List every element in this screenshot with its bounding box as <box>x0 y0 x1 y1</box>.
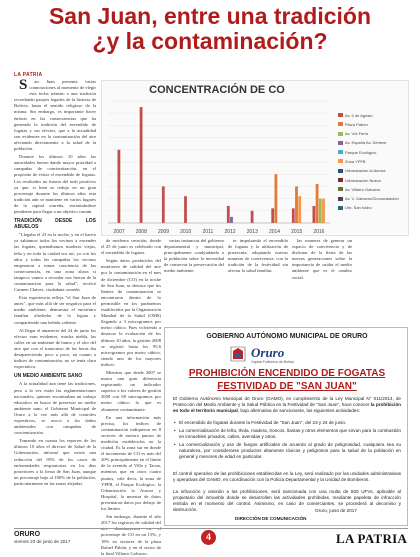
section-kicker: LA PATRIA <box>14 72 43 78</box>
notice-control: El control operativo de las prohibiciones establecidas en la Ley, será realizado por las unidades administrativas y operativas del GAMO, en coordinación con la Policía Departamental y la Unidad de Bomberos. <box>173 471 401 482</box>
legend-swatch <box>338 178 343 182</box>
notice-intro: El Gobierno Autónomo Municipal de Oruro (GAMO), en cumplimiento de la Ley Municipal N° 011/2014, de Protección del Medio Ambiente y la Salud Pública en la Festividad de "San Juan", hace conocer la prohibición en todo el territorio municipal, bajo alternativa de sancionarse, las siguientes actividades: <box>173 396 401 413</box>
bar-2014-0 <box>271 208 274 223</box>
drop-cap: S <box>19 77 28 93</box>
svg-text:Capital Folklórica de Bolivia: Capital Folklórica de Bolivia <box>251 360 294 364</box>
chart-plot <box>102 97 334 237</box>
bar-2015-1 <box>295 186 298 223</box>
article-column-3 <box>164 238 224 324</box>
legend-item <box>338 148 408 156</box>
legend-swatch <box>338 197 343 201</box>
article-paragraph: las maneras de generar un espacio de convivencia y de disfrutar de la fiesta de las nuevas generaciones sobre la importancia de cuidar el medio ambiente que es el cambio social. <box>292 238 352 280</box>
legend-item <box>338 167 408 175</box>
legend-item <box>338 139 408 147</box>
bar-2016-5 <box>322 199 325 223</box>
legend-swatch <box>338 187 343 191</box>
prohibition-item: • La comercialización de leña, thola, madera, troncos, llantas y otros elementos que sirvan para la combustión en inmuebles privados, calles, avenidas y otros. <box>173 428 401 440</box>
x-tick-label: 2007 <box>113 229 125 235</box>
legend-item <box>338 176 408 184</box>
x-tick-label: 2008 <box>135 229 147 235</box>
article-column-1 <box>14 79 96 527</box>
legend-item <box>338 204 408 212</box>
legend-label: Plaza Pabón <box>345 121 368 127</box>
co-concentration-chart <box>101 80 409 236</box>
legend-label: Av. España Av. Dehene <box>345 140 387 146</box>
notice-prohibitions <box>173 420 401 462</box>
bar-2013-0 <box>251 211 254 223</box>
chart-legend <box>338 111 408 213</box>
bar-2016-1 <box>316 184 319 223</box>
article-column-2 <box>101 238 161 556</box>
legend-label: Av. V. Galvarro/Circunvalación <box>345 196 399 202</box>
article-paragraph: Durante los últimos 10 años las autoridades fueron dando mayor prioridad a campañas de concientización, en el propósito de evitar el encendido de fogatas. Los resultados no fueron del todo positivos ya que, si bien se redujo en un gran porcentaje durante los últimos años esta tradición aún se mantiene en varios lugares de la capital orureña, encontrándose pendiente para llegar a un objetivo común. <box>14 154 96 214</box>
headline-line-2: ¿y la contaminación? <box>92 28 328 54</box>
municipal-notice <box>164 327 408 526</box>
legend-swatch <box>338 150 343 154</box>
svg-text:Oruro: Oruro <box>251 345 285 360</box>
article-column-4 <box>228 238 288 324</box>
article-paragraph: Al llegar el amanecer del 24 de junio los efectos eran evidentes, mucha niebla, las calles en un ambiente de humo y el olor del aire que con el transcurso de las horas iba desapareciendo poco a poco, en cuanto a índices de contaminación, no se tenía clara expectativa. <box>14 327 96 370</box>
legend-swatch <box>338 113 343 117</box>
page-number: 4 <box>201 530 216 545</box>
footer-date: viernes 23 de junio de 2017 <box>14 539 71 544</box>
legend-item <box>338 120 408 128</box>
notice-signature: DIRECCIÓN DE COMUNICACIÓN <box>235 516 307 521</box>
legend-label: Av. Villarro Galvarro <box>345 186 381 192</box>
newspaper-brand: LA PATRIA <box>336 531 408 546</box>
x-tick-label: 2012 <box>224 229 236 235</box>
bar-2016-2 <box>319 199 322 223</box>
article-paragraph: de moderna creación, donde el 25 de junio es celebrado con el encendido de fogatas. <box>101 238 161 256</box>
bar-2007-0 <box>118 150 121 223</box>
legend-label: Zona YPFB <box>345 158 366 164</box>
prohibition-item: • El encendido de fogatas durante la Festividad de "San Juan", del 23 y 24 de junio. <box>173 420 401 426</box>
footer-divider <box>14 528 408 529</box>
notice-sanction: La infracción y omisión a las prohibiciones, será sancionada con una multa de 500 UFVs, aplicable al propietario del inmueble donde se desarrollen las actividades prohibidas, mediante papeleta de infracción emitida en el momento del control. Asimismo, en caso de comerciantes, se procederá al decomiso y destrucción. <box>173 489 401 512</box>
bar-2015-5 <box>298 196 301 223</box>
bar-2009-0 <box>162 186 165 223</box>
headline <box>0 4 420 54</box>
prohibition-item: • La comercialización y uso de fuegos artificiales de acuerdo al grado de peligrosidad, cualquiera sea su naturaleza, por considerarse productos altamente tóxicos y peligrosos para la salud de la población en general y menores de edad en particular. <box>173 442 401 460</box>
article-paragraph: En una información más precisa, los índices de contaminación indiqueron en 8 sectores de nuestro puntos de medición establecidos en la ciudad. Es la zona sur en donde el incremento de CO es más del 20% principalmente en el límite de la avenida al Villa y Tacna, mientras que en otros cuatro puntos, vale decir, la zona de YPFB, el Parque Ecológico, la Urbanización la Aurora y Hospital, la muestra de datos presentaron datos por debajo de los límites. <box>101 414 161 512</box>
notice-organization: GOBIERNO AUTÓNOMO MUNICIPAL DE ORURO <box>206 333 368 340</box>
x-tick-label: 2015 <box>291 229 303 235</box>
legend-swatch <box>338 206 343 210</box>
bar-2012-3 <box>230 217 233 223</box>
x-tick-label: 2016 <box>313 229 325 235</box>
article-paragraph: Mientras que desde 2007 se marca una gran diferencia registrando un indicador superior a los valores de gestión 2008 con 60 microgramos por metro cúbico lo que es altamente contaminante. <box>101 369 161 412</box>
legend-swatch <box>338 141 343 145</box>
bar-2014-1 <box>275 174 278 223</box>
x-tick-label: 2013 <box>246 229 258 235</box>
municipal-logo <box>223 343 351 365</box>
headline-line-1: San Juan, entre una tradición <box>48 3 372 29</box>
bar-2015-0 <box>292 208 295 223</box>
x-tick-label: 2010 <box>180 229 192 235</box>
legend-swatch <box>338 169 343 173</box>
notice-title-2: FESTIVIDAD DE "SAN JUAN" <box>217 381 357 392</box>
legend-label: Parque Ecológico <box>345 149 377 155</box>
legend-item <box>338 111 408 119</box>
legend-item <box>338 130 408 138</box>
legend-item <box>338 157 408 165</box>
bar-2012-0 <box>227 206 230 223</box>
legend-label: Av. 6 de Agosto <box>345 112 373 118</box>
legend-label: Urb. San Isidro <box>345 205 372 211</box>
x-tick-label: 2011 <box>202 229 214 235</box>
footer-edition: ORURO <box>14 531 41 538</box>
article-paragraph: Según datos producidos del monitoreo de calidad del aire por la contaminación en el mes de diciembre (CO) en la noche de San Juan, se destaca que los límites de contaminación se encontraron dentro de lo permisible en los parámetros establecidos por la Organización Mundial de la Salud (OMS) llegando a 3 microgramos por metro cúbico. Pues volviendo a destacar la evaluación de los últimos 10 años, la gestión 2008 se registró hasta los 95.6 microgramos por metro cúbico, siendo uno de los mayores índices. <box>101 258 161 367</box>
article-paragraph: Sin embargo, durante el año 2017 los registros de calidad del porcentaje de CO en un 15%, y 18% en sectores de la plaza Rafael Pabón, y en el sector de la final Villarro Galvarro. <box>101 514 161 556</box>
legend-swatch <box>338 132 343 136</box>
article-subheading: UN MEDIO AMBIENTE SANO <box>14 373 83 380</box>
x-tick-label: 2014 <box>268 229 281 235</box>
article-paragraph: "Llegaba el 23 en la noche, y en el barrio ya sabíamos todos los vecinos a encender las fogatas, quemábamos maderas viejas, leña y en toda la ciudad era así, ya con los años y todas las campañas los vecinos empezaron a tomar conciencia de las consecuencias, en una zona ahora si tampoco vamos a recordar nos fueron de la contaminación para la salud", recalcó Carmen Chávez, ciudadana orureña. <box>14 232 96 293</box>
notice-date: Oruro, junio de 2017 <box>315 508 357 513</box>
article-paragraph: Esta experiencia refleja "el San Juan de antes", que más allá de ser negativa para el medio ambiente, demuestra el encuentro familiar alrededor de la fogata y compartiendo una bebida caliente. <box>14 295 96 325</box>
legend-label: Urbanización Nuevo <box>345 177 382 183</box>
x-tick-label: 2009 <box>157 229 170 235</box>
bar-2016-0 <box>313 206 316 223</box>
article-paragraph: S an Juan presenta varias connotaciones al momento de elegir esta fecha tránsito a una tradición recordando pasajes legados de la historia de Bolivia, hasta el sentido religioso de la misma. Sin embargo, es importante hacer énfasis en las consecuencias que ha generado la tradición del encendido de fogatas y sus efectos, que a la actualidad son evidentes en la contaminación del aire afectando directamente a la salud de la población. <box>14 77 96 152</box>
notice-title-1: PROHIBICIÓN ENCENDIDO DE FOGATAS <box>188 368 386 379</box>
bar-2010-0 <box>184 196 187 223</box>
article-paragraph: varias instancias del gobierno departamental y municipal, principalmente coadyudando a la población sobre la necesidad de conservar la preservación del medio ambiente. <box>164 238 224 274</box>
article-paragraph: A la actualidad aun tiene las tradiciones, pero a la vez están las reglamentaciones nacionales, quienes encontraban un trabajo educativo en busca de preservar un medio ambiente sano, el Gobierno Municipal de Oruro a la vez más allá de controles expositivos, se avocó a los daños ambientales con campañas de concientización. <box>14 381 96 436</box>
article-paragraph: te, impulsando el encendido de fogatas y la utilización de pirotecnia, adoptando nuevas maneras de convivencia, con la tradición de la festividad sin afectar la salud familiar. <box>228 238 288 274</box>
bar-2008-0 <box>140 107 143 223</box>
legend-swatch <box>338 122 343 126</box>
legend-label: Av. Vía Ferro <box>345 131 369 137</box>
legend-item <box>338 185 408 193</box>
legend-swatch <box>338 159 343 163</box>
article-paragraph: Tomando en cuenta los reportes de los últimos 10 años el director de Salud de la Gobernación, informó que existe una reducción del 95% de los casos de enfermedades respiratorias en los días posteriores a la fiesta de San Juan, aunque un porcentaje bajo al 100% de la población, particularmente en las zonas alejadas. <box>14 438 96 486</box>
article-subheading: TRADICIÓN DESDE LOS ABUELOS <box>14 218 96 231</box>
page-footer <box>0 528 420 546</box>
chart-title: CONCENTRACIÓN DE CO <box>149 84 285 96</box>
legend-item <box>338 195 408 203</box>
legend-label: Urbanización la Aurora <box>345 168 386 174</box>
